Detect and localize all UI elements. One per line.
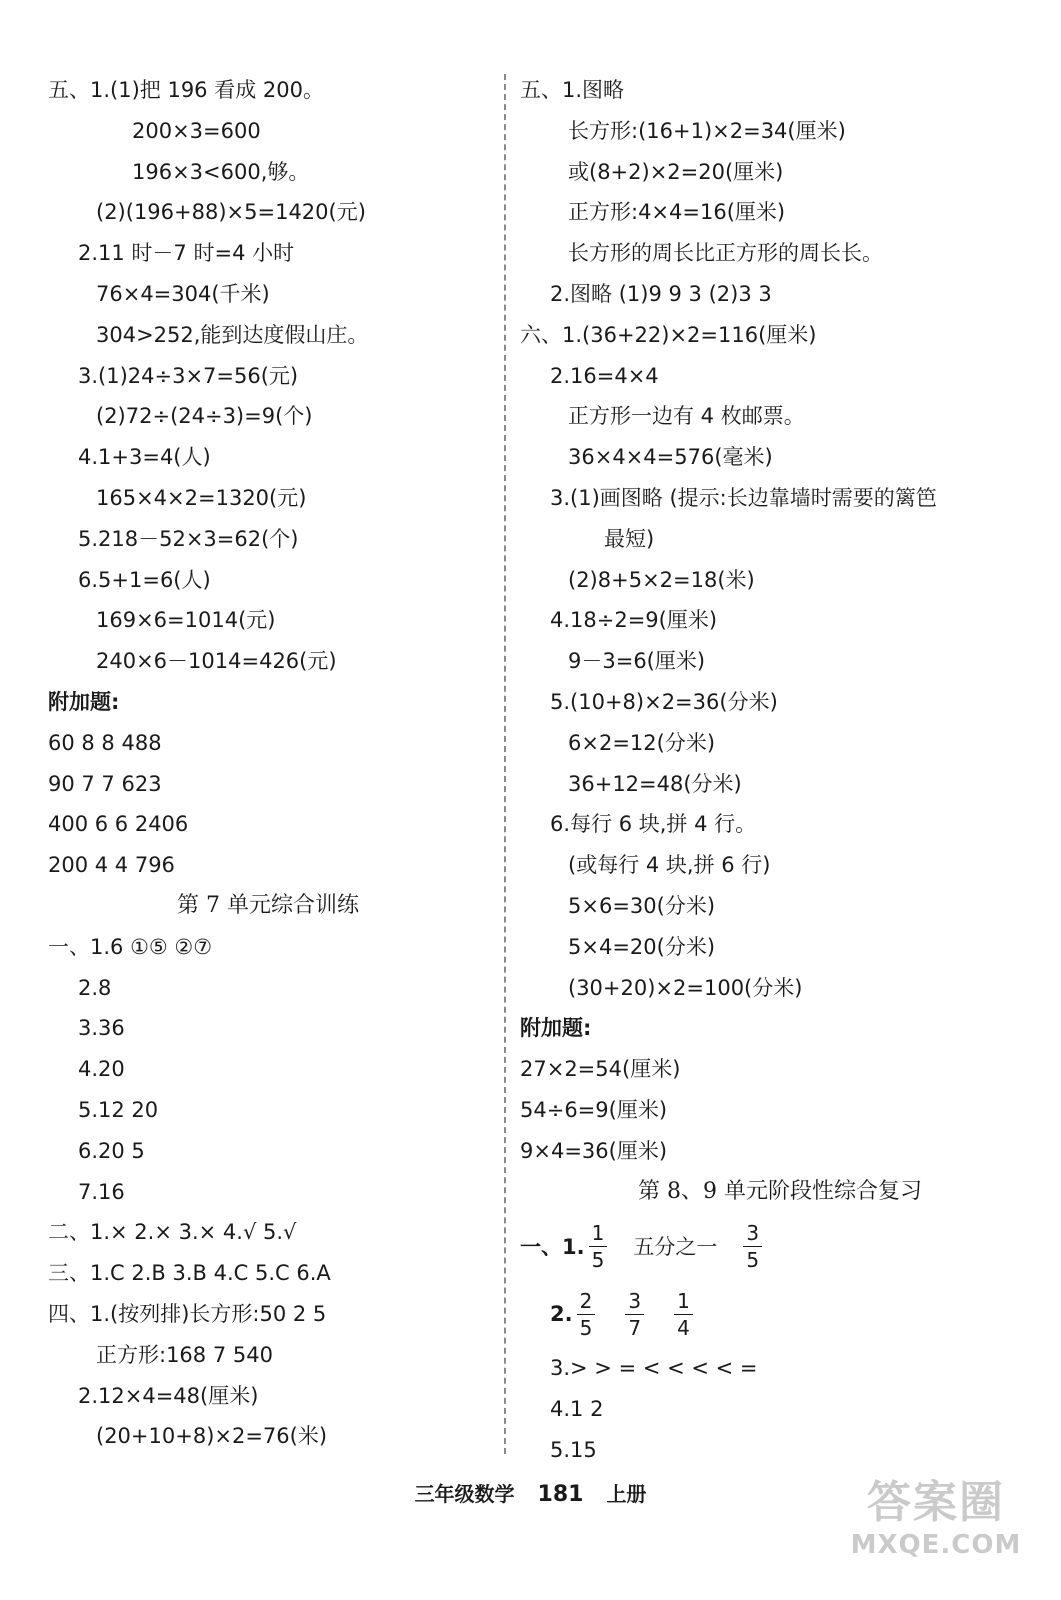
answer-line: 附加题: (520, 1016, 592, 1041)
footer-grade: 三年级数学 (414, 1482, 515, 1506)
answer-line: 200 4 4 796 (48, 853, 175, 878)
fraction-words: 五分之一 (633, 1235, 718, 1260)
denominator: 5 (579, 1315, 593, 1340)
answer-line: 76×4=304(千米) (96, 281, 270, 306)
answer-line: 4.1+3=4(人) (78, 445, 211, 470)
answer-line: 六、1.(36+22)×2=116(厘米) (520, 322, 817, 347)
answer-line: 304>252,能到达度假山庄。 (96, 322, 369, 347)
answer-line: 4.18÷2=9(厘米) (550, 608, 718, 633)
column-divider (504, 74, 506, 1454)
answer-line: 附加题: (48, 689, 120, 714)
fraction-3-7 (625, 1288, 644, 1341)
fraction-question-2 (520, 1280, 1040, 1348)
watermark-url: MXQE.COM (850, 1530, 1022, 1560)
answer-line: 3.(1)画图略 (提示:长边靠墙时需要的篱笆 (550, 485, 937, 510)
answer-line: 最短) (604, 526, 655, 551)
answer-line: 5.218－52×3=62(个) (78, 526, 299, 551)
answer-line: 90 7 7 623 (48, 771, 162, 796)
fraction-1-4 (674, 1288, 693, 1341)
answer-line: 2.8 (78, 975, 112, 1000)
answer-line: 长方形的周长比正方形的周长长。 (568, 241, 883, 266)
answer-line: (30+20)×2=100(分米) (568, 975, 803, 1000)
fraction-2-5 (577, 1288, 596, 1341)
answer-line: 6.每行 6 块,拼 4 行。 (550, 812, 757, 837)
right-column (520, 70, 1040, 1471)
watermark-logo-text: 答案圈 (867, 1477, 1005, 1528)
section-title: 第 8、9 单元阶段性综合复习 (638, 1178, 922, 1204)
answer-line: (2)(196+88)×5=1420(元) (96, 200, 366, 225)
left-column (48, 70, 488, 1457)
right-column-lines (520, 70, 1040, 1212)
numerator: 1 (589, 1220, 608, 1247)
answer-line: 6.20 5 (78, 1138, 145, 1163)
answer-line: 3.(1)24÷3×7=56(元) (78, 363, 299, 388)
answer-line: 200×3=600 (132, 118, 261, 143)
answer-line: (或每行 4 块,拼 6 行) (568, 853, 771, 878)
answer-line: 4.1 2 (550, 1397, 604, 1422)
fraction-3-5 (743, 1220, 762, 1273)
answer-line: 4.20 (78, 1057, 125, 1082)
answer-line: 60 8 8 488 (48, 730, 162, 755)
watermark-logo (841, 1466, 1031, 1576)
denominator: 7 (628, 1315, 642, 1340)
answer-line: 五、1.(1)把 196 看成 200。 (48, 78, 324, 102)
answer-line: 165×4×2=1320(元) (96, 485, 307, 510)
answer-line: 2.11 时－7 时=4 小时 (78, 241, 295, 266)
answer-line: 6.5+1=6(人) (78, 567, 211, 592)
section-title: 第 7 单元综合训练 (177, 892, 359, 918)
answer-line: 196×3<600,够。 (132, 159, 310, 184)
answer-line: 400 6 6 2406 (48, 812, 189, 837)
answer-line: 五、1.图略 (520, 78, 625, 102)
page-number: 181 (537, 1482, 584, 1507)
answer-line: 2.图略 (1)9 9 3 (2)3 3 (550, 281, 772, 306)
fraction-1-5 (589, 1220, 608, 1273)
answer-line: 3.36 (78, 1016, 125, 1041)
footer-volume: 上册 (606, 1482, 647, 1506)
numerator: 3 (743, 1220, 762, 1247)
answer-line: 36+12=48(分米) (568, 771, 742, 796)
answer-line: 54÷6=9(厘米) (520, 1097, 668, 1122)
q1-prefix: 一、1. (520, 1235, 585, 1260)
answer-line: 7.16 (78, 1179, 125, 1204)
answer-line: 或(8+2)×2=20(厘米) (568, 159, 784, 184)
answer-line: (20+10+8)×2=76(米) (96, 1424, 328, 1449)
answer-line: 三、1.C 2.B 3.B 4.C 5.C 6.A (48, 1261, 331, 1286)
answer-line: 5.15 (550, 1437, 597, 1462)
right-column-tail (520, 1348, 1040, 1470)
answer-line: 9×4=36(厘米) (520, 1138, 668, 1163)
denominator: 4 (677, 1315, 690, 1340)
answer-line: 正方形:168 7 540 (96, 1342, 273, 1367)
answer-line: 5×4=20(分米) (568, 934, 716, 959)
answer-line: 27×2=54(厘米) (520, 1057, 681, 1082)
answer-line: (2)8+5×2=18(米) (568, 567, 755, 592)
fraction-question-1 (520, 1212, 1040, 1280)
answer-line: 3.> > = < < < < = (550, 1356, 758, 1381)
numerator: 3 (625, 1288, 644, 1315)
denominator: 5 (746, 1247, 760, 1272)
answer-line: 正方形:4×4=16(厘米) (568, 200, 786, 225)
answer-line: 5.(10+8)×2=36(分米) (550, 689, 778, 714)
answer-line: 一、1.6 ①⑤ ②⑦ (48, 934, 213, 959)
q2-prefix: 2. (550, 1302, 573, 1327)
answer-line: 2.16=4×4 (550, 363, 659, 388)
answer-line: 四、1.(按列排)长方形:50 2 5 (48, 1301, 327, 1326)
answer-line: 二、1.× 2.× 3.× 4.√ 5.√ (48, 1220, 297, 1245)
answer-line: 长方形:(16+1)×2=34(厘米) (568, 118, 846, 143)
answer-line: 5×6=30(分米) (568, 893, 716, 918)
answer-line: 2.12×4=48(厘米) (78, 1383, 259, 1408)
answer-line: 36×4×4=576(毫米) (568, 445, 773, 470)
answer-line: 5.12 20 (78, 1097, 159, 1122)
answer-line: 169×6=1014(元) (96, 608, 276, 633)
numerator: 1 (674, 1288, 693, 1315)
answer-line: 240×6－1014=426(元) (96, 649, 337, 674)
numerator: 2 (577, 1288, 596, 1315)
answer-line: 6×2=12(分米) (568, 730, 716, 755)
answer-line: 正方形一边有 4 枚邮票。 (568, 404, 805, 429)
denominator: 5 (591, 1247, 605, 1272)
answer-line: (2)72÷(24÷3)=9(个) (96, 404, 313, 429)
answer-line: 9－3=6(厘米) (568, 649, 706, 674)
